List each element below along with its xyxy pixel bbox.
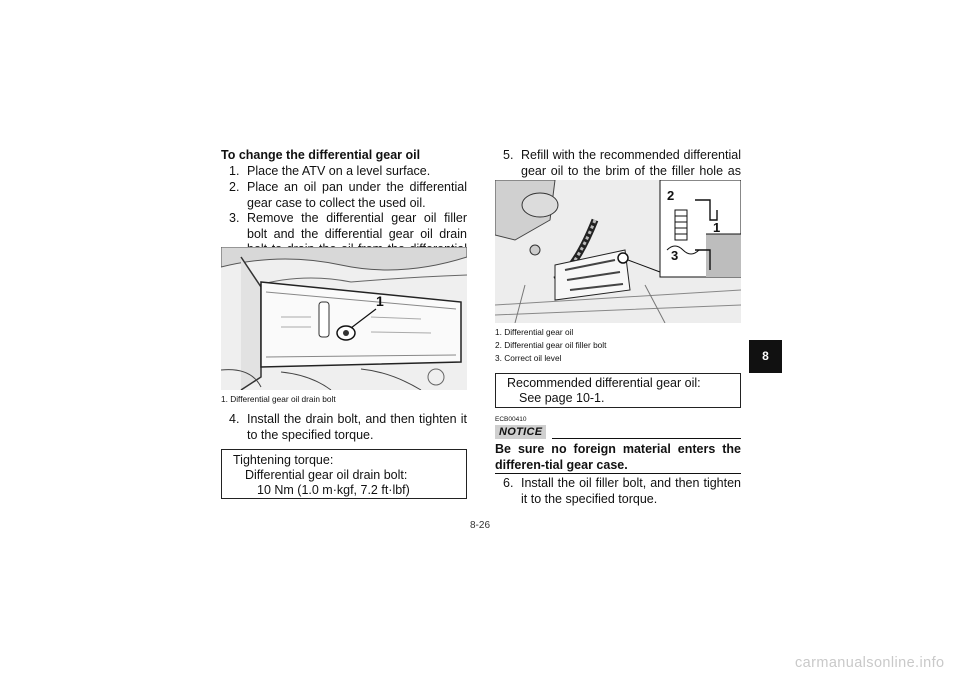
step-text: Place an oil pan under the differential gear case to collect the used oil. [247,180,467,210]
step-number: 2. [229,180,240,194]
chapter-tab: 8 [749,340,782,373]
figure-callout-3: 3 [671,248,679,263]
figure-caption: 1. Differential gear oil drain bolt [221,394,336,404]
step-text: Remove the differential gear oil filler bolt and the differential gear oil drain [247,211,467,241]
torque-item: Differential gear oil drain bolt: [245,468,408,482]
step-text: Install the oil filler bolt, and then tighten it to the specified torque. [521,476,741,506]
section-heading: To change the differential gear oil [221,148,421,162]
notice-code: ECB00410 [495,416,527,423]
figure-callout-1: 1 [376,293,384,309]
oil-level-figure [495,180,741,323]
step-number: 6. [503,476,514,490]
oil-level-illustration [495,180,741,323]
step-text: Refill with the recommended differential gear oil to the brim of the filler hole as [521,148,741,178]
step-6 [503,476,741,507]
watermark: carmanualsonline.info [795,655,945,671]
oil-box-title: Recommended differential gear oil: [507,376,701,390]
figure-callout-2: 2 [667,188,675,203]
figure-callout-1: 1 [713,220,721,235]
step-1 [229,164,467,180]
step-number: 5. [503,148,514,162]
recommended-oil-box [495,373,741,408]
notice-rule-top [552,438,741,439]
figure-caption-3: 3. Correct oil level [495,353,562,363]
step-text: Place the ATV on a level surface. [247,164,431,178]
torque-title: Tightening torque: [233,453,334,467]
notice-text: Be sure no foreign material enters the differen-tial gear case. [495,442,741,472]
notice-label: NOTICE [495,425,546,439]
figure-caption-1: 1. Differential gear oil [495,327,574,337]
step-text: Install the drain bolt, and then tighten it to the specified torque. [247,412,467,442]
step-number: 1. [229,164,240,178]
step-number: 3. [229,211,240,225]
figure-caption-2: 2. Differential gear oil filler bolt [495,340,607,350]
tightening-torque-box [221,449,467,499]
torque-value: 10 Nm (1.0 m·kgf, 7.2 ft·lbf) [257,483,410,497]
step-number: 4. [229,412,240,426]
notice-rule-bottom [495,473,741,474]
drain-bolt-figure [221,247,467,390]
page-number: 8-26 [470,520,491,531]
drain-bolt-illustration [221,247,467,390]
oil-box-line: See page 10-1. [519,391,605,405]
step-2 [229,180,467,211]
step-4 [229,412,467,443]
